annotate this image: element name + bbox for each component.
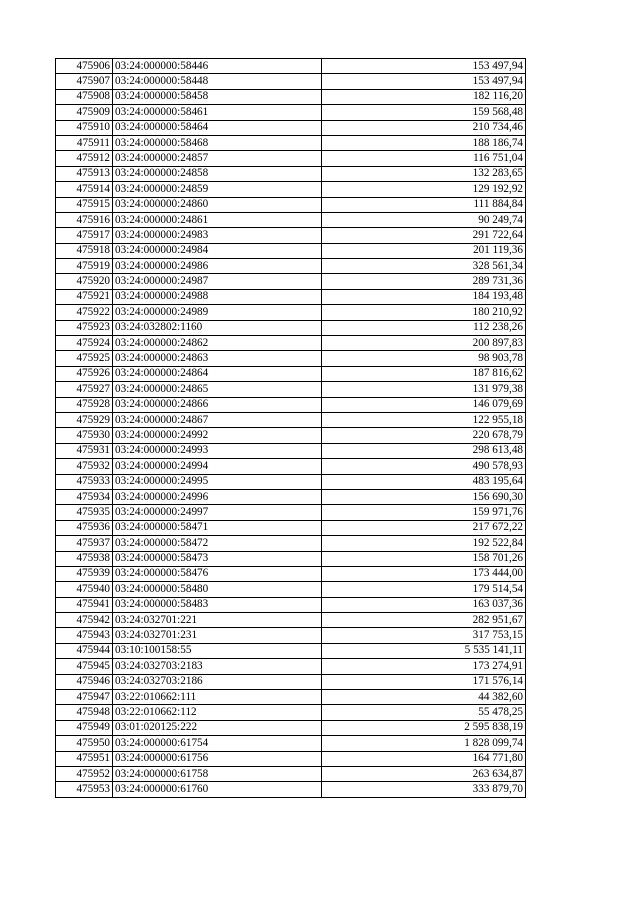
row-number: 475951 — [56, 751, 113, 766]
row-number: 475934 — [56, 489, 113, 504]
row-number: 475938 — [56, 551, 113, 566]
cadastral-value: 263 634,87 — [322, 766, 526, 781]
cadastral-value: 153 497,94 — [322, 59, 526, 74]
table-row — [56, 197, 526, 212]
row-number: 475918 — [56, 243, 113, 258]
row-number: 475920 — [56, 274, 113, 289]
table-row — [56, 89, 526, 104]
cadastral-value: 182 116,20 — [322, 89, 526, 104]
table-row — [56, 120, 526, 135]
row-number: 475936 — [56, 520, 113, 535]
cadastral-number: 03:24:032701:231 — [113, 628, 322, 643]
table-row — [56, 59, 526, 74]
cadastral-value: 5 535 141,11 — [322, 643, 526, 658]
cadastral-value: 98 903,78 — [322, 351, 526, 366]
row-number: 475916 — [56, 212, 113, 227]
row-number: 475926 — [56, 366, 113, 381]
cadastral-value: 173 274,91 — [322, 659, 526, 674]
cadastral-value: 328 561,34 — [322, 259, 526, 274]
table-row — [56, 320, 526, 335]
row-number: 475930 — [56, 428, 113, 443]
cadastral-value: 201 119,36 — [322, 243, 526, 258]
cadastral-value: 131 979,38 — [322, 382, 526, 397]
table-row — [56, 428, 526, 443]
table-row — [56, 551, 526, 566]
row-number: 475948 — [56, 705, 113, 720]
table-row — [56, 520, 526, 535]
cadastral-value: 333 879,70 — [322, 782, 526, 797]
cadastral-value: 164 771,80 — [322, 751, 526, 766]
row-number: 475914 — [56, 182, 113, 197]
cadastral-value: 156 690,30 — [322, 489, 526, 504]
row-number: 475921 — [56, 289, 113, 304]
cadastral-number: 03:24:000000:58476 — [113, 566, 322, 581]
table-row — [56, 582, 526, 597]
cadastral-number: 03:24:000000:58446 — [113, 59, 322, 74]
table-row — [56, 566, 526, 581]
cadastral-value: 129 192,92 — [322, 182, 526, 197]
row-number: 475935 — [56, 505, 113, 520]
row-number: 475932 — [56, 459, 113, 474]
cadastral-value: 317 753,15 — [322, 628, 526, 643]
cadastral-value: 210 734,46 — [322, 120, 526, 135]
cadastral-number: 03:22:010662:112 — [113, 705, 322, 720]
table-row — [56, 720, 526, 735]
row-number: 475923 — [56, 320, 113, 335]
cadastral-number: 03:24:000000:24996 — [113, 489, 322, 504]
cadastral-number: 03:24:000000:24865 — [113, 382, 322, 397]
cadastral-value: 180 210,92 — [322, 305, 526, 320]
table-row — [56, 259, 526, 274]
row-number: 475944 — [56, 643, 113, 658]
cadastral-value: 132 283,65 — [322, 166, 526, 181]
cadastral-number: 03:24:000000:58473 — [113, 551, 322, 566]
table-row — [56, 243, 526, 258]
table-row — [56, 736, 526, 751]
table-row — [56, 166, 526, 181]
table-row — [56, 690, 526, 705]
cadastral-number: 03:24:000000:58458 — [113, 89, 322, 104]
row-number: 475907 — [56, 74, 113, 89]
cadastral-number: 03:22:010662:111 — [113, 690, 322, 705]
cadastral-number: 03:24:000000:24994 — [113, 459, 322, 474]
table-row — [56, 628, 526, 643]
table-row — [56, 489, 526, 504]
cadastral-value: 289 731,36 — [322, 274, 526, 289]
row-number: 475929 — [56, 412, 113, 427]
cadastral-number: 03:24:000000:58461 — [113, 105, 322, 120]
cadastral-number: 03:24:032802:1160 — [113, 320, 322, 335]
row-number: 475945 — [56, 659, 113, 674]
cadastral-value-table — [55, 58, 526, 798]
table-row — [56, 228, 526, 243]
row-number: 475946 — [56, 674, 113, 689]
table-row — [56, 305, 526, 320]
row-number: 475941 — [56, 597, 113, 612]
table-row — [56, 643, 526, 658]
cadastral-value: 490 578,93 — [322, 459, 526, 474]
table-row — [56, 751, 526, 766]
cadastral-number: 03:24:000000:24987 — [113, 274, 322, 289]
row-number: 475940 — [56, 582, 113, 597]
table-row — [56, 782, 526, 797]
table-row — [56, 474, 526, 489]
cadastral-number: 03:24:000000:24860 — [113, 197, 322, 212]
table-row — [56, 613, 526, 628]
cadastral-number: 03:24:032703:2186 — [113, 674, 322, 689]
table-row — [56, 289, 526, 304]
cadastral-number: 03:24:000000:24995 — [113, 474, 322, 489]
cadastral-value: 158 701,26 — [322, 551, 526, 566]
cadastral-value: 122 955,18 — [322, 412, 526, 427]
cadastral-number: 03:01:020125:222 — [113, 720, 322, 735]
cadastral-number: 03:24:000000:58471 — [113, 520, 322, 535]
row-number: 475937 — [56, 536, 113, 551]
row-number: 475911 — [56, 135, 113, 150]
cadastral-value: 44 382,60 — [322, 690, 526, 705]
row-number: 475950 — [56, 736, 113, 751]
table-row — [56, 135, 526, 150]
cadastral-number: 03:24:000000:61754 — [113, 736, 322, 751]
cadastral-number: 03:24:000000:61760 — [113, 782, 322, 797]
cadastral-value: 116 751,04 — [322, 151, 526, 166]
row-number: 475949 — [56, 720, 113, 735]
table-row — [56, 105, 526, 120]
row-number: 475908 — [56, 89, 113, 104]
row-number: 475942 — [56, 613, 113, 628]
table-body — [56, 59, 526, 798]
cadastral-value: 2 595 838,19 — [322, 720, 526, 735]
table-row — [56, 443, 526, 458]
row-number: 475925 — [56, 351, 113, 366]
table-row — [56, 151, 526, 166]
cadastral-number: 03:24:000000:24866 — [113, 397, 322, 412]
cadastral-value: 483 195,64 — [322, 474, 526, 489]
cadastral-value: 111 884,84 — [322, 197, 526, 212]
cadastral-number: 03:24:000000:24993 — [113, 443, 322, 458]
row-number: 475917 — [56, 228, 113, 243]
table-row — [56, 536, 526, 551]
cadastral-value: 187 816,62 — [322, 366, 526, 381]
row-number: 475931 — [56, 443, 113, 458]
row-number: 475927 — [56, 382, 113, 397]
cadastral-value: 217 672,22 — [322, 520, 526, 535]
cadastral-number: 03:24:000000:24864 — [113, 366, 322, 381]
table-row — [56, 766, 526, 781]
cadastral-value: 298 613,48 — [322, 443, 526, 458]
row-number: 475933 — [56, 474, 113, 489]
cadastral-value: 159 568,48 — [322, 105, 526, 120]
table-row — [56, 412, 526, 427]
row-number: 475915 — [56, 197, 113, 212]
cadastral-number: 03:24:000000:24858 — [113, 166, 322, 181]
cadastral-number: 03:24:032701:221 — [113, 613, 322, 628]
row-number: 475928 — [56, 397, 113, 412]
row-number: 475913 — [56, 166, 113, 181]
cadastral-number: 03:24:000000:58464 — [113, 120, 322, 135]
cadastral-number: 03:24:000000:24859 — [113, 182, 322, 197]
table-row — [56, 597, 526, 612]
cadastral-value: 282 951,67 — [322, 613, 526, 628]
table-row — [56, 397, 526, 412]
row-number: 475924 — [56, 336, 113, 351]
cadastral-number: 03:24:000000:24997 — [113, 505, 322, 520]
row-number: 475922 — [56, 305, 113, 320]
table-row — [56, 336, 526, 351]
table-row — [56, 659, 526, 674]
table-row — [56, 212, 526, 227]
cadastral-number: 03:24:000000:58472 — [113, 536, 322, 551]
cadastral-number: 03:24:000000:24984 — [113, 243, 322, 258]
cadastral-number: 03:24:000000:24988 — [113, 289, 322, 304]
table-row — [56, 382, 526, 397]
cadastral-number: 03:24:000000:24986 — [113, 259, 322, 274]
row-number: 475919 — [56, 259, 113, 274]
row-number: 475912 — [56, 151, 113, 166]
cadastral-value: 291 722,64 — [322, 228, 526, 243]
row-number: 475943 — [56, 628, 113, 643]
cadastral-number: 03:24:000000:58468 — [113, 135, 322, 150]
cadastral-value: 153 497,94 — [322, 74, 526, 89]
row-number: 475939 — [56, 566, 113, 581]
cadastral-number: 03:24:000000:24861 — [113, 212, 322, 227]
cadastral-number: 03:24:000000:24863 — [113, 351, 322, 366]
cadastral-number: 03:24:000000:24857 — [113, 151, 322, 166]
table-row — [56, 74, 526, 89]
cadastral-number: 03:10:100158:55 — [113, 643, 322, 658]
cadastral-number: 03:24:000000:61758 — [113, 766, 322, 781]
cadastral-value: 146 079,69 — [322, 397, 526, 412]
table-row — [56, 351, 526, 366]
cadastral-value: 90 249,74 — [322, 212, 526, 227]
row-number: 475947 — [56, 690, 113, 705]
row-number: 475910 — [56, 120, 113, 135]
table-row — [56, 274, 526, 289]
cadastral-number: 03:24:032703:2183 — [113, 659, 322, 674]
table-row — [56, 182, 526, 197]
cadastral-number: 03:24:000000:58448 — [113, 74, 322, 89]
cadastral-number: 03:24:000000:24867 — [113, 412, 322, 427]
cadastral-value: 159 971,76 — [322, 505, 526, 520]
cadastral-value: 173 444,00 — [322, 566, 526, 581]
cadastral-number: 03:24:000000:58483 — [113, 597, 322, 612]
cadastral-number: 03:24:000000:24983 — [113, 228, 322, 243]
table-row — [56, 674, 526, 689]
cadastral-value: 220 678,79 — [322, 428, 526, 443]
cadastral-value: 188 186,74 — [322, 135, 526, 150]
row-number: 475952 — [56, 766, 113, 781]
cadastral-value: 200 897,83 — [322, 336, 526, 351]
cadastral-value: 55 478,25 — [322, 705, 526, 720]
row-number: 475909 — [56, 105, 113, 120]
cadastral-value: 179 514,54 — [322, 582, 526, 597]
cadastral-number: 03:24:000000:24992 — [113, 428, 322, 443]
cadastral-number: 03:24:000000:58480 — [113, 582, 322, 597]
table-row — [56, 505, 526, 520]
cadastral-number: 03:24:000000:61756 — [113, 751, 322, 766]
table-row — [56, 366, 526, 381]
cadastral-value: 184 193,48 — [322, 289, 526, 304]
cadastral-value: 1 828 099,74 — [322, 736, 526, 751]
cadastral-value: 112 238,26 — [322, 320, 526, 335]
row-number: 475953 — [56, 782, 113, 797]
table-row — [56, 705, 526, 720]
cadastral-number: 03:24:000000:24989 — [113, 305, 322, 320]
cadastral-value: 171 576,14 — [322, 674, 526, 689]
cadastral-number: 03:24:000000:24862 — [113, 336, 322, 351]
table-row — [56, 459, 526, 474]
cadastral-value: 192 522,84 — [322, 536, 526, 551]
row-number: 475906 — [56, 59, 113, 74]
cadastral-value: 163 037,36 — [322, 597, 526, 612]
